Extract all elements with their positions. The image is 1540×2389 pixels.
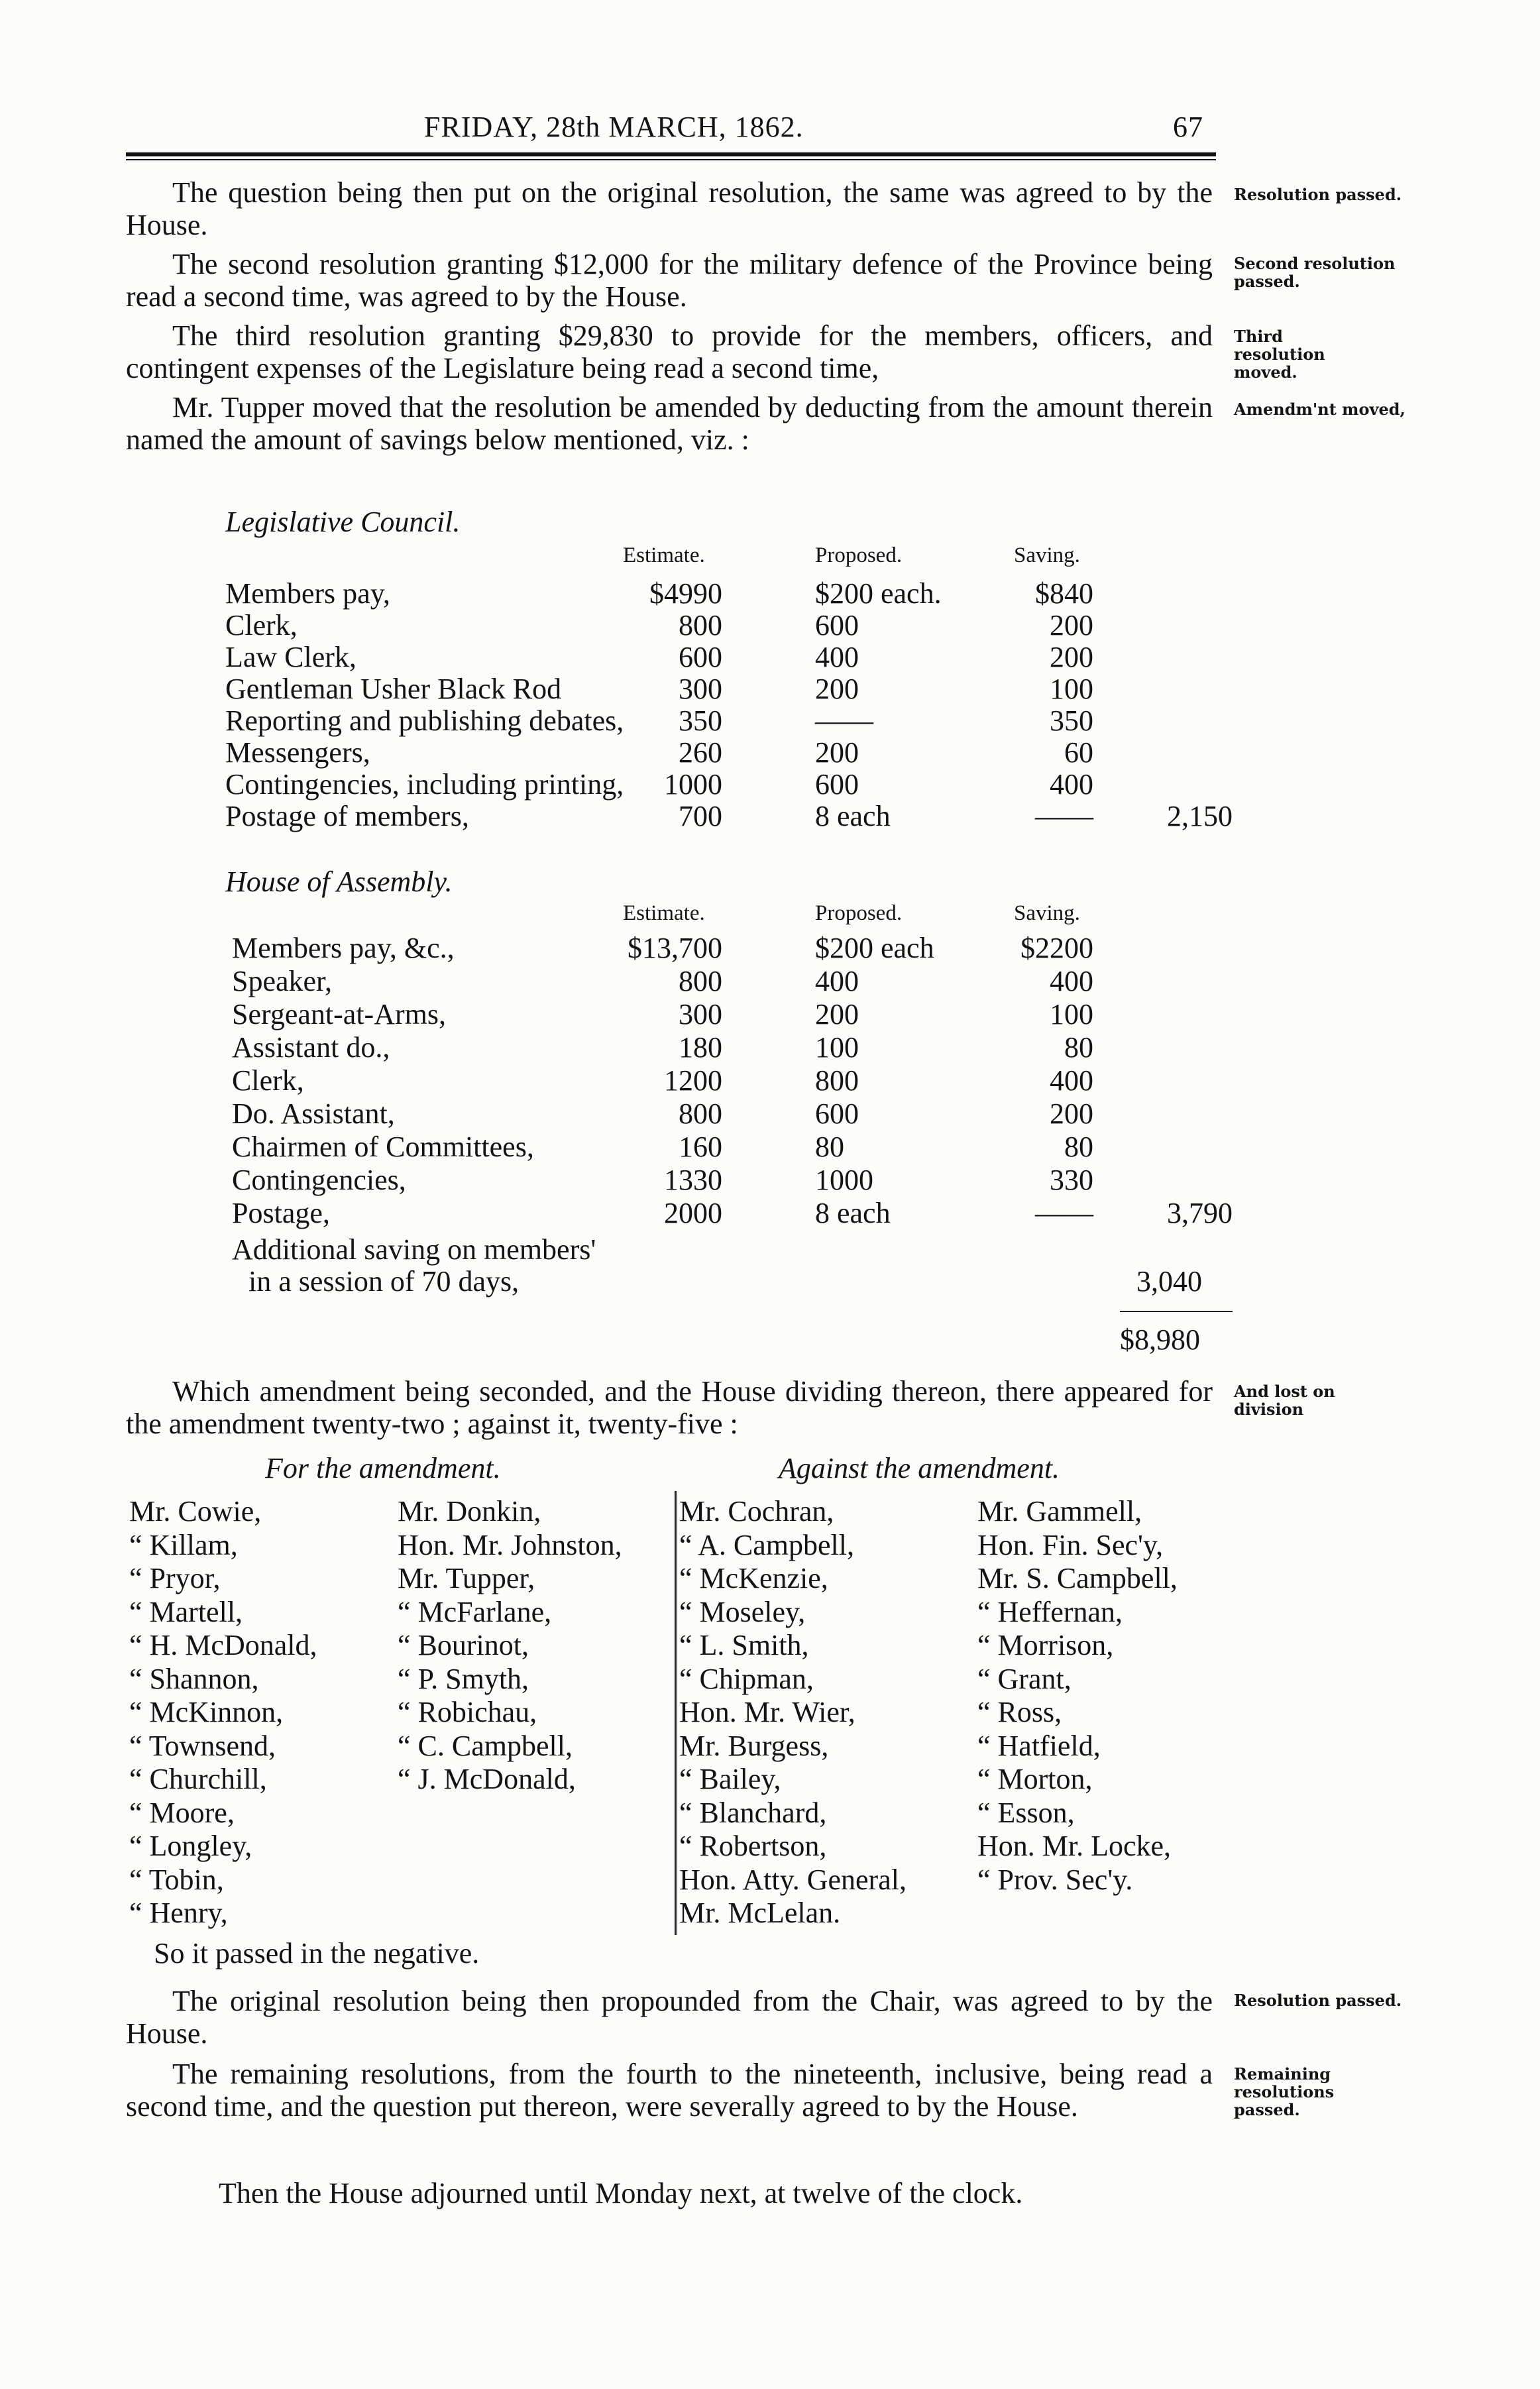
council-row-item: Gentleman Usher Black Rod [225,673,562,705]
council-row-proposed: 600 [815,768,859,801]
council-row-proposed: 400 [815,641,859,673]
against-member: “ Blanchard, [679,1796,827,1829]
for-member: “ Shannon, [129,1662,259,1695]
assembly-row-estimate: 180 [679,1031,722,1064]
total-rule [1120,1311,1233,1312]
council-row-item: Law Clerk, [225,641,357,673]
assembly-row-saving: 80 [1064,1131,1093,1163]
council-row-estimate: 700 [679,800,722,832]
assembly-col-proposed: Proposed. [815,901,903,925]
against-member: “ Ross, [977,1696,1062,1728]
against-amendment-heading: Against the amendment. [779,1452,1060,1484]
for-member: “ P. Smyth, [398,1662,529,1695]
against-member: “ Hatfield, [977,1729,1101,1762]
paragraph-3: The third resolution granting $29,830 to provide for the members, officers, and contingent expenses of the Legislature being read a second time, [126,319,1213,384]
additional-saving-line1: Additional saving on members' [232,1233,596,1266]
for-member: “ J. McDonald, [398,1763,576,1795]
paragraph-remaining-resolutions: The remaining resolutions, from the fourth to the nineteenth, inclusive, being read a second time, and the question put thereon, were severally agreed to by the House. [126,2058,1213,2123]
council-col-proposed: Proposed. [815,543,903,567]
council-row-proposed: 200 [815,736,859,769]
header-rule [126,152,1216,156]
paragraph-negative: So it passed in the negative. [154,1937,480,1970]
against-member: “ Heffernan, [977,1595,1123,1628]
margin-note-second-resolution: Second resolution passed. [1234,254,1396,291]
assembly-row-estimate: 800 [679,1097,722,1130]
assembly-row-item: Clerk, [232,1064,304,1097]
council-row-saving: $840 [1035,577,1093,610]
for-member: “ Townsend, [129,1729,276,1762]
council-row-saving: —— [1035,800,1093,832]
paragraph-division: Which amendment being seconded, and the House dividing thereon, there appeared for the amendment twenty-two ; against it, twenty-five : [126,1375,1213,1440]
council-row-proposed: 8 each [815,800,891,832]
paragraph-4: Mr. Tupper moved that the resolution be amended by deducting from the amount therein named the amount of savings below mentioned, viz. : [126,391,1213,456]
margin-note-lost-on-division: And lost on division [1234,1382,1335,1419]
council-row-estimate: 800 [679,609,722,641]
margin-note-third-resolution: Third resolution moved. [1234,327,1325,382]
against-member: Hon. Mr. Locke, [977,1830,1172,1862]
assembly-row-estimate: $13,700 [628,932,722,964]
assembly-heading: House of Assembly. [225,865,453,898]
council-heading: Legislative Council. [225,506,461,538]
for-amendment-heading: For the amendment. [265,1452,501,1484]
against-member: “ Grant, [977,1662,1072,1695]
council-row-proposed: 200 [815,673,859,705]
for-member: “ McKinnon, [129,1696,284,1728]
against-member: “ Morton, [977,1763,1093,1795]
assembly-row-estimate: 2000 [664,1197,722,1229]
assembly-row-saving: 200 [1050,1097,1093,1130]
assembly-row-estimate: 800 [679,965,722,997]
margin-note-resolution-passed: Resolution passed. [1234,185,1402,204]
council-col-saving: Saving. [1014,543,1080,567]
assembly-row-estimate: 160 [679,1131,722,1163]
margin-note-resolution-passed-2: Resolution passed. [1234,1991,1402,2010]
assembly-row-saving: 330 [1050,1164,1093,1196]
assembly-row-item: Sergeant-at-Arms, [232,998,446,1030]
for-member: Mr. Donkin, [398,1495,541,1528]
assembly-row-saving: 100 [1050,998,1093,1030]
for-member: “ Churchill, [129,1763,267,1795]
for-member: “ Longley, [129,1830,252,1862]
against-member: Mr. S. Campbell, [977,1562,1178,1594]
assembly-row-proposed: $200 each [815,932,934,964]
against-member: Hon. Fin. Sec'y, [977,1528,1164,1561]
against-member: Mr. McLelan. [679,1897,841,1929]
against-member: “ McKenzie, [679,1562,828,1594]
page-number: 67 [1173,111,1203,143]
council-row-item: Messengers, [225,736,370,769]
against-member: Mr. Burgess, [679,1729,829,1762]
against-member: “ Bailey, [679,1763,781,1795]
against-member: Hon. Atty. General, [679,1863,907,1896]
council-row-saving: 100 [1050,673,1093,705]
council-row-estimate: 1000 [664,768,722,801]
assembly-row-saving: —— [1035,1197,1093,1229]
assembly-row-estimate: 1200 [664,1064,722,1097]
assembly-row-item: Postage, [232,1197,330,1229]
council-row-item: Contingencies, including printing, [225,768,624,801]
against-member: Hon. Mr. Wier, [679,1696,855,1728]
assembly-row-proposed: 8 each [815,1197,891,1229]
against-member: “ A. Campbell, [679,1528,854,1561]
paragraph-adjourned: Then the House adjourned until Monday next, at twelve of the clock. [219,2177,1023,2209]
against-member: “ Prov. Sec'y. [977,1863,1133,1896]
paragraph-original-resolution: The original resolution being then propounded from the Chair, was agreed to by the House. [126,1985,1213,2050]
council-row-item: Clerk, [225,609,298,641]
assembly-row-item: Members pay, &c., [232,932,455,964]
council-row-proposed: 600 [815,609,859,641]
assembly-row-estimate: 1330 [664,1164,722,1196]
page-title: FRIDAY, 28th MARCH, 1862. [424,111,804,143]
council-row-saving: 200 [1050,609,1093,641]
paragraph-2: The second resolution granting $12,000 for the military defence of the Province being read a second time, was agreed to by the House. [126,248,1213,313]
assembly-row-proposed: 800 [815,1064,859,1097]
assembly-row-item: Assistant do., [232,1031,390,1064]
for-member: Hon. Mr. Johnston, [398,1528,622,1561]
against-member: “ Morrison, [977,1629,1114,1661]
against-member: “ Esson, [977,1796,1075,1829]
assembly-row-proposed: 400 [815,965,859,997]
council-row-estimate: 300 [679,673,722,705]
against-member: “ Moseley, [679,1595,806,1628]
against-member: “ Chipman, [679,1662,814,1695]
division-separator [675,1491,677,1935]
for-member: “ C. Campbell, [398,1729,573,1762]
assembly-row-estimate: 300 [679,998,722,1030]
council-row-saving: 60 [1064,736,1093,769]
against-member: Mr. Gammell, [977,1495,1142,1528]
for-member: “ Pryor, [129,1562,221,1594]
assembly-row-item: Chairmen of Committees, [232,1131,534,1163]
council-row-item: Postage of members, [225,800,469,832]
for-member: “ Bourinot, [398,1629,529,1661]
assembly-row-saving: 80 [1064,1031,1093,1064]
margin-note-remaining-passed: Remaining resolutions passed. [1234,2064,1335,2119]
council-row-estimate: 350 [679,704,722,737]
assembly-row-proposed: 80 [815,1131,844,1163]
assembly-row-proposed: 1000 [815,1164,873,1196]
assembly-row-saving: $2200 [1020,932,1093,964]
grand-total: $8,980 [1120,1323,1200,1356]
for-member: “ Martell, [129,1595,243,1628]
council-row-estimate: 600 [679,641,722,673]
for-member: “ H. McDonald, [129,1629,317,1661]
header-rule-thin [126,159,1216,160]
paragraph-1: The question being then put on the original resolution, the same was agreed to by the House. [126,176,1213,241]
for-member: Mr. Tupper, [398,1562,535,1594]
assembly-row-item: Speaker, [232,965,332,997]
council-row-saving: 400 [1050,768,1093,801]
assembly-row-total: 3,790 [1167,1197,1233,1229]
for-member: “ Moore, [129,1796,235,1829]
assembly-col-estimate: Estimate. [623,901,705,925]
council-row-saving: 200 [1050,641,1093,673]
council-col-estimate: Estimate. [623,543,705,567]
council-row-item: Reporting and publishing debates, [225,704,624,737]
for-member: Mr. Cowie, [129,1495,262,1528]
council-row-proposed: $200 each. [815,577,942,610]
for-member: “ Robichau, [398,1696,537,1728]
assembly-row-proposed: 200 [815,998,859,1030]
assembly-row-proposed: 100 [815,1031,859,1064]
council-row-total: 2,150 [1167,800,1233,832]
for-member: “ Tobin, [129,1863,224,1896]
assembly-row-saving: 400 [1050,1064,1093,1097]
assembly-row-saving: 400 [1050,965,1093,997]
assembly-row-item: Contingencies, [232,1164,406,1196]
council-row-estimate: $4990 [649,577,722,610]
against-member: “ L. Smith, [679,1629,809,1661]
council-row-proposed: —— [815,704,873,737]
additional-saving-line2: in a session of 70 days, [248,1265,520,1298]
margin-note-amendment-moved: Amendm'nt moved, [1234,400,1405,419]
for-member: “ Killam, [129,1528,238,1561]
council-row-saving: 350 [1050,704,1093,737]
for-member: “ Henry, [129,1897,228,1929]
assembly-col-saving: Saving. [1014,901,1080,925]
assembly-row-item: Do. Assistant, [232,1097,395,1130]
council-row-estimate: 260 [679,736,722,769]
council-row-item: Members pay, [225,577,390,610]
against-member: “ Robertson, [679,1830,827,1862]
additional-saving-total: 3,040 [1136,1265,1202,1298]
against-member: Mr. Cochran, [679,1495,834,1528]
for-member: “ McFarlane, [398,1595,552,1628]
assembly-row-proposed: 600 [815,1097,859,1130]
